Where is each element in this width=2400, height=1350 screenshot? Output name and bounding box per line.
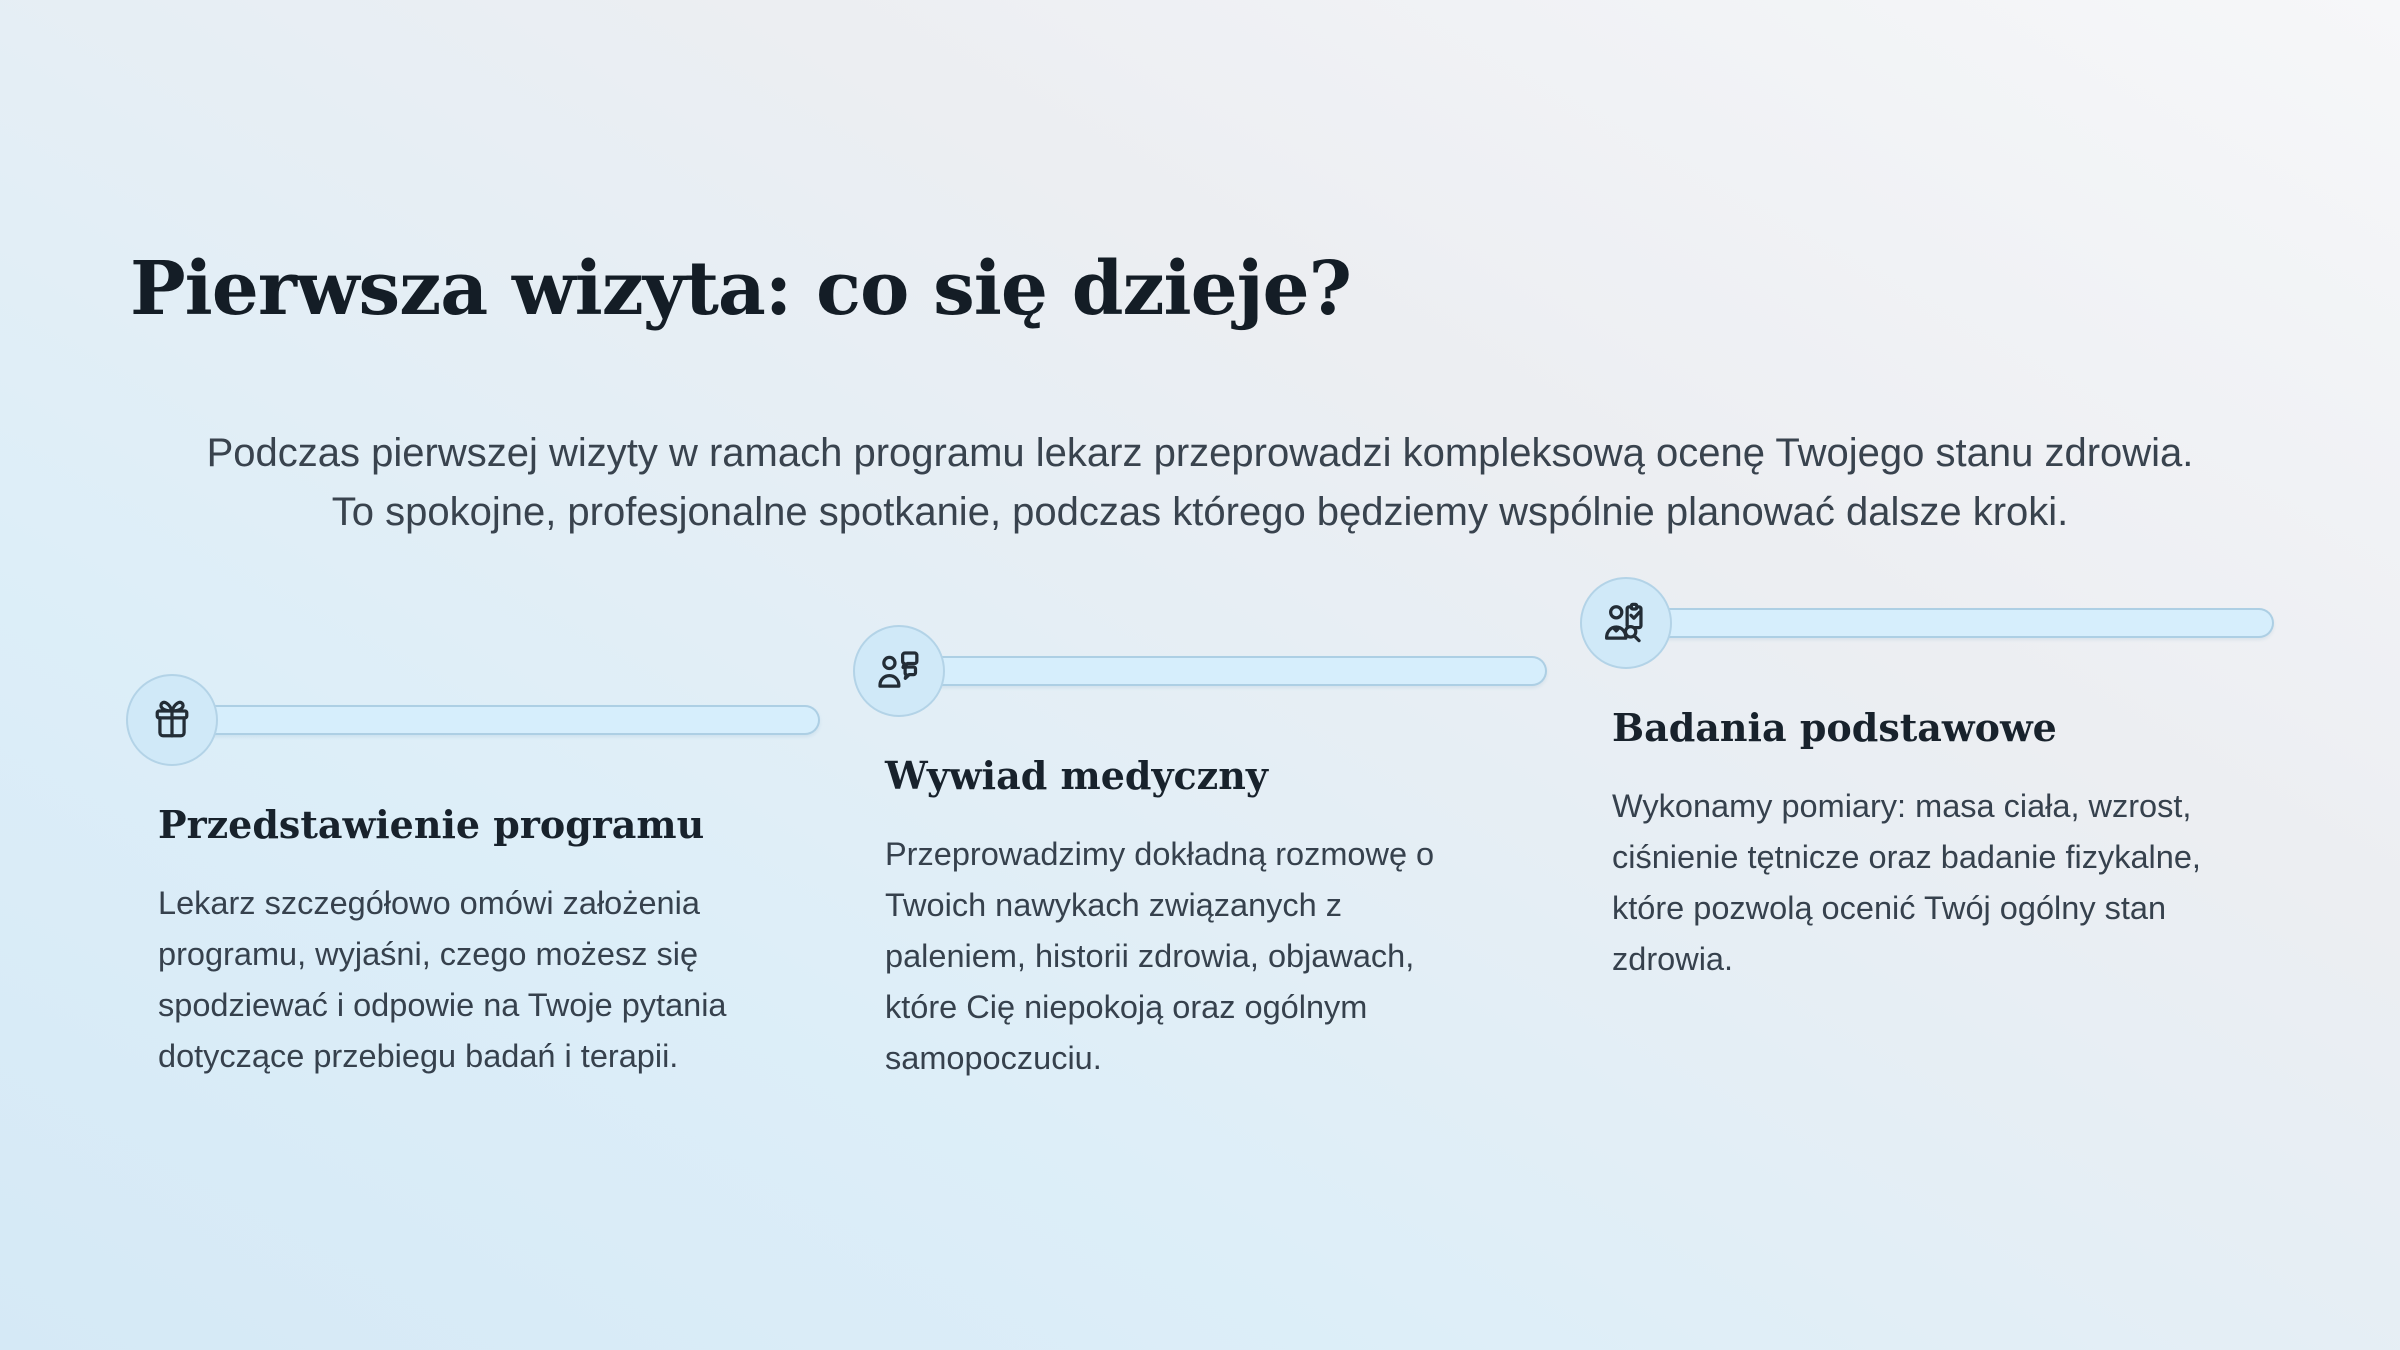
intro-line-2: To spokojne, profesjonalne spotkanie, podczas którego będziemy wspólnie planować dalsze kroki. xyxy=(331,490,2069,534)
step-title: Wywiad medyczny xyxy=(885,753,1268,798)
step-icon-badge xyxy=(126,674,218,766)
step-visual xyxy=(853,625,1547,717)
intro-text xyxy=(0,424,2400,542)
conversation-icon xyxy=(876,648,922,694)
step-connector-bar xyxy=(1626,608,2274,638)
step-card-exams xyxy=(1580,577,2274,985)
step-visual xyxy=(126,674,820,766)
step-description: Wykonamy pomiary: masa ciała, wzrost, ciśnienie tętnicze oraz badanie fizykalne, które pozwolą ocenić Twój ogólny stan zdrowia. xyxy=(1612,787,2201,977)
step-card-interview xyxy=(853,625,1547,1084)
step-connector-bar xyxy=(172,705,820,735)
step-title: Badania podstawowe xyxy=(1612,705,2057,750)
patient-examination-icon xyxy=(1603,600,1649,646)
step-icon-badge xyxy=(1580,577,1672,669)
gift-icon xyxy=(149,697,195,743)
step-icon-badge xyxy=(853,625,945,717)
intro-line-1: Podczas pierwszej wizyty w ramach programu lekarz przeprowadzi kompleksową ocenę Twojego stanu zdrowia. xyxy=(206,431,2194,475)
step-visual xyxy=(1580,577,2274,669)
step-title: Przedstawienie programu xyxy=(158,802,705,847)
step-connector-bar xyxy=(899,656,1547,686)
step-card-program xyxy=(126,674,820,1082)
page-title: Pierwsza wizyta: co się dzieje? xyxy=(130,246,1351,332)
visit-steps xyxy=(126,577,2274,1084)
step-description: Lekarz szczegółowo omówi założenia programu, wyjaśni, czego możesz się spodziewać i odpowie na Twoje pytania dotyczące przebiegu badań i terapii. xyxy=(158,884,727,1074)
step-description: Przeprowadzimy dokładną rozmowę o Twoich nawykach związanych z paleniem, historii zdrowia, objawach, które Cię niepokoją oraz ogólnym samopoczuciu. xyxy=(885,835,1435,1076)
